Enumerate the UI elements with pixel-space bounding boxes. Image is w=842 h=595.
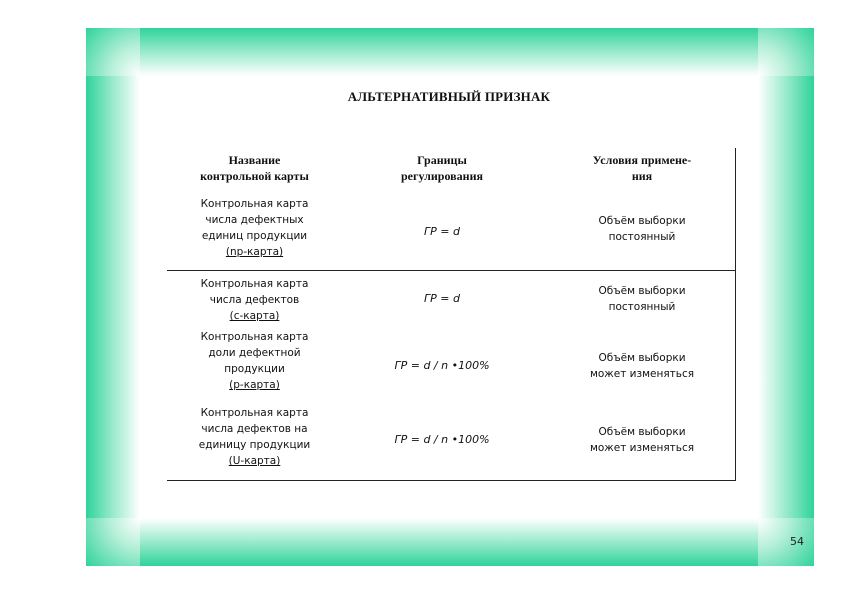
cell-text: числа дефектов: [209, 294, 300, 306]
table-row-p-name: [167, 329, 342, 393]
header-chart-name-line1: Название: [228, 153, 281, 167]
table-right-border: [735, 148, 736, 481]
header-chart-name: [167, 152, 342, 184]
cell-text: Объём выборки: [598, 352, 686, 364]
frame-right-bar: [758, 76, 814, 518]
frame-left-bar: [86, 76, 140, 518]
cell-text: Объём выборки: [598, 285, 686, 297]
header-conditions-line1: Условия примене-: [592, 153, 692, 167]
frame-corner-bottom-right: [758, 518, 814, 566]
header-control-limits-line2: регулирования: [401, 169, 483, 183]
condition-c: [557, 283, 727, 315]
chart-tag: (np-карта): [225, 246, 284, 258]
table-row-c-name: [167, 276, 342, 324]
chart-tag: (p-карта): [229, 379, 280, 391]
control-charts-table: [167, 148, 737, 558]
table-row-np-name: [167, 196, 342, 260]
condition-p: [557, 350, 727, 382]
cell-text: Контрольная карта: [200, 198, 309, 210]
cell-text: Контрольная карта: [200, 331, 309, 343]
cell-text: числа дефектов на: [201, 423, 308, 435]
cell-text: продукции: [224, 363, 285, 375]
header-conditions-line2: ния: [631, 169, 653, 183]
page-title: АЛЬТЕРНАТИВНЫЙ ПРИЗНАК: [347, 89, 551, 104]
frame-corner-top-right: [758, 28, 814, 76]
cell-text: единицу продукции: [198, 439, 311, 451]
cell-text: может изменяться: [589, 442, 695, 454]
header-control-limits: [357, 152, 527, 184]
formula-p: ГР = d / n •100%: [394, 359, 490, 372]
formula-u: ГР = d / n •100%: [394, 433, 490, 446]
formula-np: ГР = d: [424, 225, 460, 238]
cell-text: Объём выборки: [598, 215, 686, 227]
chart-tag: (c-карта): [229, 310, 280, 322]
slide-content: [140, 76, 758, 518]
chart-tag: (U-карта): [228, 455, 281, 467]
cell-text: постоянный: [608, 301, 676, 313]
page-number: 54: [790, 535, 804, 548]
cell-text: Контрольная карта: [200, 407, 309, 419]
cell-text: Объём выборки: [598, 426, 686, 438]
table-row-u-name: [167, 405, 342, 469]
frame-corner-top-left: [86, 28, 140, 76]
cell-text: доли дефектной: [208, 347, 301, 359]
header-conditions: [557, 152, 727, 184]
condition-u: [557, 424, 727, 456]
cell-text: может изменяться: [589, 368, 695, 380]
frame-top-bar: [140, 28, 758, 76]
condition-np: [557, 213, 727, 245]
cell-text: постоянный: [608, 231, 676, 243]
formula-c: ГР = d: [424, 292, 460, 305]
cell-text: числа дефектных: [205, 214, 304, 226]
table-row-divider: [167, 270, 736, 271]
header-chart-name-line2: контрольной карты: [200, 169, 309, 183]
table-bottom-border: [167, 480, 736, 481]
cell-text: Контрольная карта: [200, 278, 309, 290]
frame-corner-bottom-left: [86, 518, 140, 566]
header-control-limits-line1: Границы: [417, 153, 467, 167]
cell-text: единиц продукции: [201, 230, 308, 242]
